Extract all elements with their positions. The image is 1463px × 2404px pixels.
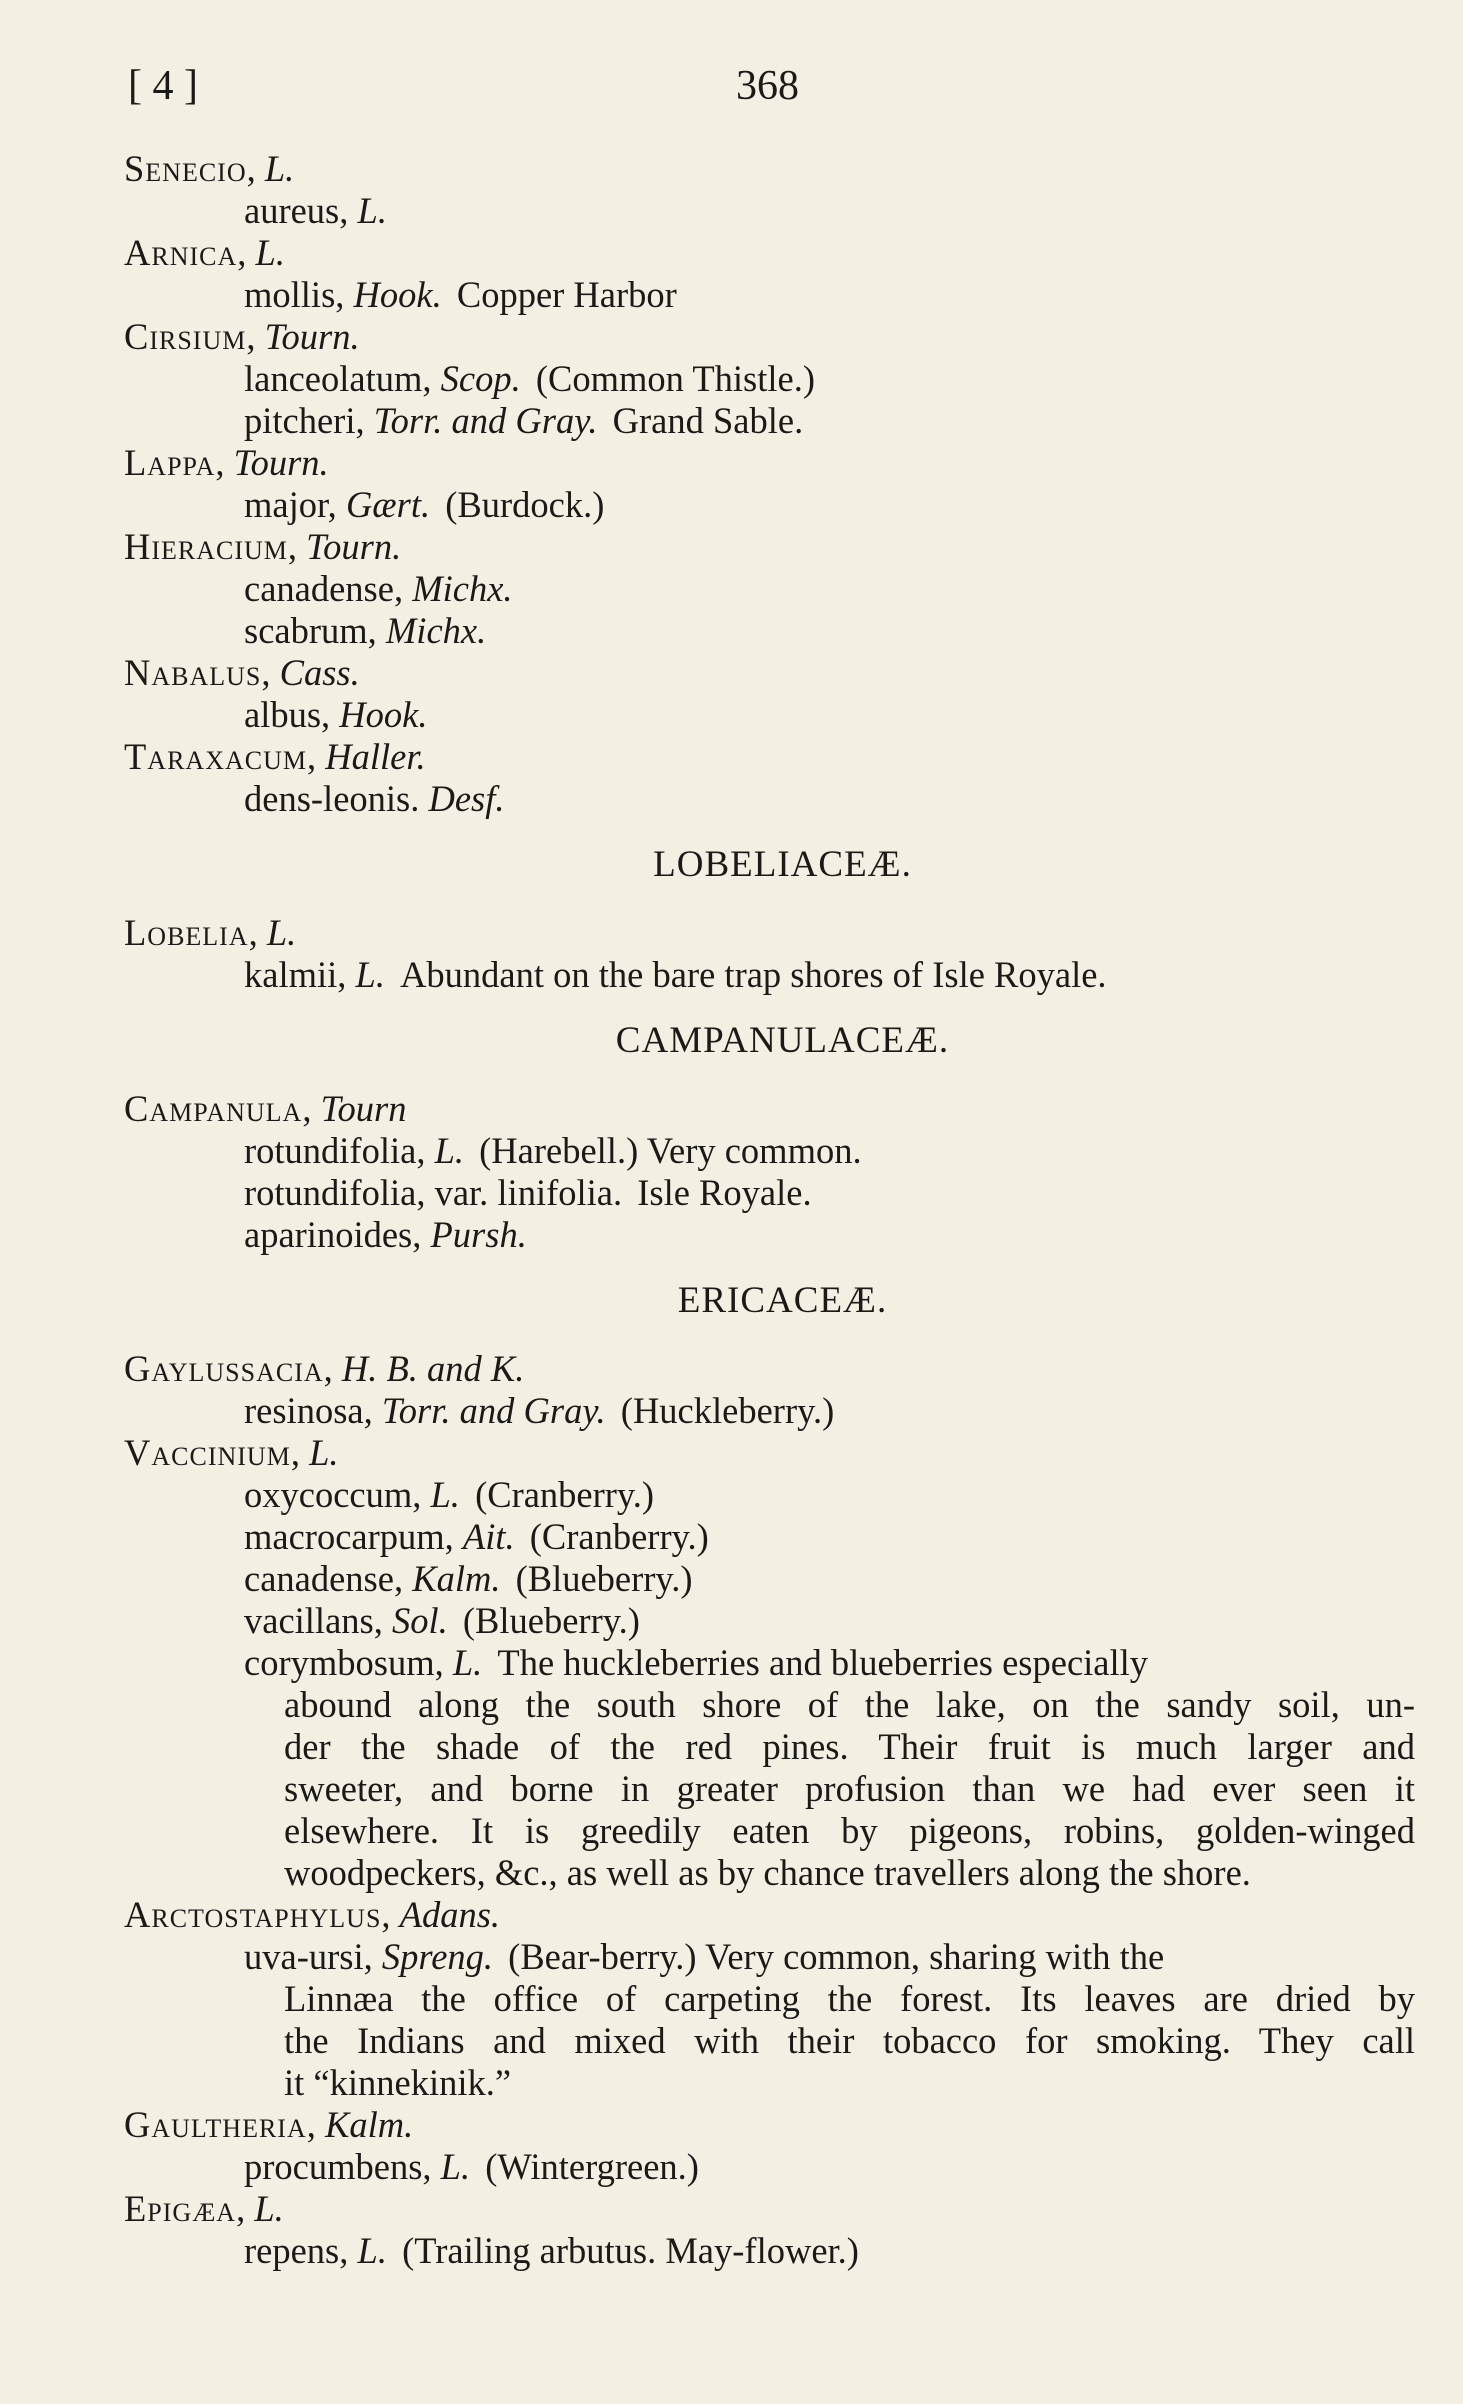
species-author: Pursh.	[430, 1214, 527, 1255]
genus-author: Tourn.	[233, 442, 329, 483]
genus-author: Tourn.	[264, 316, 360, 357]
species-line	[120, 1516, 1415, 1558]
note-continuation: it “kinnekinik.”	[284, 2062, 512, 2103]
species-name: albus,	[244, 694, 331, 735]
species-note: Grand Sable.	[612, 400, 804, 441]
family-heading: CAMPANULACEÆ.	[615, 1020, 950, 1061]
species-author: Kalm.	[412, 1558, 501, 1599]
species-name: dens-leonis.	[244, 778, 420, 819]
species-author: L.	[430, 1474, 460, 1515]
family-heading: LOBELIACEÆ.	[653, 844, 912, 885]
species-line	[120, 1936, 1415, 1978]
species-line	[120, 2146, 1415, 2188]
genus-author: L.	[254, 2188, 284, 2229]
species-name: oxycoccum,	[244, 1474, 422, 1515]
species-name: repens,	[244, 2230, 349, 2271]
species-note: Copper Harbor	[456, 274, 677, 315]
signature-mark: [ 4 ]	[128, 63, 198, 109]
genus-line: Arctostaphylus, Adans.	[124, 1894, 501, 1935]
genus-author: Cass.	[279, 652, 360, 693]
species-name: procumbens,	[244, 2146, 432, 2187]
genus-name: Arnica	[124, 232, 238, 273]
species-note: The huckleberries and blueberries especially	[497, 1642, 1149, 1683]
species-author: Gært.	[345, 484, 431, 525]
genus-line: Epigæa, L.	[124, 2188, 284, 2229]
genus-line: Cirsium, Tourn.	[124, 316, 360, 357]
genus-name: Senecio	[124, 148, 247, 189]
genus-line: Vaccinium, L.	[124, 1432, 339, 1473]
species-author: Michx.	[385, 610, 487, 651]
species-name: rotundifolia, var. linifolia.	[244, 1172, 623, 1213]
species-name: macrocarpum,	[244, 1516, 454, 1557]
species-line	[120, 190, 1415, 232]
page-header	[128, 62, 1428, 122]
species-line	[120, 2230, 1415, 2272]
genus-line: Taraxacum, Haller.	[124, 736, 426, 777]
species-name: uva-ursi,	[244, 1936, 373, 1977]
species-line	[120, 610, 1415, 652]
genus-line: Lobelia, L.	[124, 912, 297, 953]
note-continuation: elsewhere. It is greedily eaten by pigeons, robins, golden-winged	[284, 1810, 1415, 1851]
species-note: (Cranberry.)	[475, 1474, 655, 1515]
note-continuation: der the shade of the red pines. Their fruit is much larger and	[284, 1726, 1415, 1767]
genus-author: Tourn.	[306, 526, 402, 567]
species-line	[120, 1214, 1415, 1256]
note-continuation: Linnæa the office of carpeting the forest. Its leaves are dried by	[284, 1978, 1415, 2019]
species-author: L.	[452, 1642, 483, 1683]
species-author: Spreng.	[381, 1936, 494, 1977]
species-name: mollis,	[244, 274, 345, 315]
species-line	[120, 1172, 1415, 1214]
species-note: (Common Thistle.)	[535, 358, 815, 399]
genus-author: L.	[266, 912, 297, 953]
species-author: L.	[357, 2230, 387, 2271]
species-name: vacillans,	[244, 1600, 383, 1641]
species-line	[120, 954, 1415, 996]
species-note: (Burdock.)	[445, 484, 605, 525]
genus-line: Gaylussacia, H. B. and K.	[124, 1348, 525, 1389]
genus-line: Nabalus, Cass.	[124, 652, 360, 693]
species-note: (Huckleberry.)	[620, 1390, 835, 1431]
family-heading: ERICACEÆ.	[677, 1280, 888, 1321]
genus-name: Epigæa	[124, 2188, 237, 2229]
species-author: Hook.	[353, 274, 442, 315]
species-line	[120, 1642, 1415, 1684]
species-line	[120, 400, 1415, 442]
genus-line: Campanula, Tourn	[124, 1088, 407, 1129]
genus-author: Tourn	[320, 1088, 407, 1129]
species-note: (Cranberry.)	[529, 1516, 709, 1557]
genus-author: L.	[264, 148, 295, 189]
species-author: L.	[355, 954, 385, 995]
genus-author: Kalm.	[324, 2104, 414, 2145]
species-note: (Blueberry.)	[462, 1600, 640, 1641]
species-name: major,	[244, 484, 337, 525]
genus-author: H. B. and K.	[341, 1348, 525, 1389]
genus-author: Adans.	[399, 1894, 501, 1935]
species-note: (Bear-berry.) Very common, sharing with the	[508, 1936, 1165, 1977]
species-author: Torr. and Gray.	[373, 400, 598, 441]
species-line	[120, 484, 1415, 526]
species-line	[120, 568, 1415, 610]
species-name: aparinoides,	[244, 1214, 422, 1255]
note-continuation: woodpeckers, &c., as well as by chance travellers along the shore.	[284, 1852, 1251, 1893]
genus-line: Senecio, L.	[124, 148, 295, 189]
genus-name: Lappa	[124, 442, 216, 483]
genus-author: L.	[255, 232, 285, 273]
genus-name: Campanula	[124, 1088, 303, 1129]
species-line	[120, 694, 1415, 736]
species-line	[120, 1474, 1415, 1516]
species-name: pitcheri,	[244, 400, 365, 441]
genus-line: Arnica, L.	[124, 232, 285, 273]
species-author: Torr. and Gray.	[381, 1390, 606, 1431]
genus-name: Hieracium	[124, 526, 288, 567]
species-name: resinosa,	[244, 1390, 373, 1431]
species-note: (Wintergreen.)	[485, 2146, 699, 2187]
species-author: Michx.	[412, 568, 513, 609]
genus-line: Hieracium, Tourn.	[124, 526, 402, 567]
species-author: Desf.	[428, 778, 505, 819]
species-name: lanceolatum,	[244, 358, 432, 399]
note-continuation: the Indians and mixed with their tobacco for smoking. They call	[284, 2020, 1415, 2061]
species-name: canadense,	[244, 568, 404, 609]
species-name: canadense,	[244, 1558, 404, 1599]
species-line	[120, 1558, 1415, 1600]
species-note: Isle Royale.	[637, 1172, 812, 1213]
note-continuation: abound along the south shore of the lake, on the sandy soil, un-	[284, 1684, 1415, 1725]
genus-name: Nabalus	[124, 652, 262, 693]
genus-line: Lappa, Tourn.	[124, 442, 329, 483]
species-name: corymbosum,	[244, 1642, 444, 1683]
genus-author: L.	[309, 1432, 339, 1473]
species-line	[120, 1600, 1415, 1642]
genus-name: Lobelia	[124, 912, 249, 953]
species-author: L.	[357, 190, 387, 231]
species-line	[120, 1130, 1415, 1172]
page-number: 368	[736, 63, 799, 109]
note-continuation: sweeter, and borne in greater profusion than we had ever seen it	[284, 1768, 1415, 1809]
species-line	[120, 1390, 1415, 1432]
genus-author: Haller.	[325, 736, 426, 777]
species-author: Sol.	[391, 1600, 448, 1641]
species-note: (Blueberry.)	[515, 1558, 693, 1599]
species-name: kalmii,	[244, 954, 347, 995]
species-name: scabrum,	[244, 610, 377, 651]
plant-list	[120, 148, 1415, 2272]
species-author: Hook.	[339, 694, 428, 735]
genus-name: Cirsium	[124, 316, 247, 357]
species-line	[120, 358, 1415, 400]
species-line	[120, 274, 1415, 316]
species-line	[120, 778, 1415, 820]
species-note: Abundant on the bare trap shores of Isle Royale.	[400, 954, 1107, 995]
species-note: (Trailing arbutus. May-flower.)	[402, 2230, 859, 2271]
species-author: Ait.	[462, 1516, 515, 1557]
species-author: L.	[440, 2146, 471, 2187]
genus-name: Arctostaphylus	[124, 1894, 382, 1935]
genus-name: Gaylussacia	[124, 1348, 324, 1389]
genus-name: Gaultheria	[124, 2104, 307, 2145]
genus-name: Taraxacum	[124, 736, 307, 777]
species-note: (Harebell.) Very common.	[479, 1130, 862, 1171]
species-author: Scop.	[440, 358, 521, 399]
genus-line: Gaultheria, Kalm.	[124, 2104, 414, 2145]
species-name: aureus,	[244, 190, 349, 231]
species-name: rotundifolia,	[244, 1130, 426, 1171]
genus-name: Vaccinium	[124, 1432, 291, 1473]
species-author: L.	[434, 1130, 465, 1171]
